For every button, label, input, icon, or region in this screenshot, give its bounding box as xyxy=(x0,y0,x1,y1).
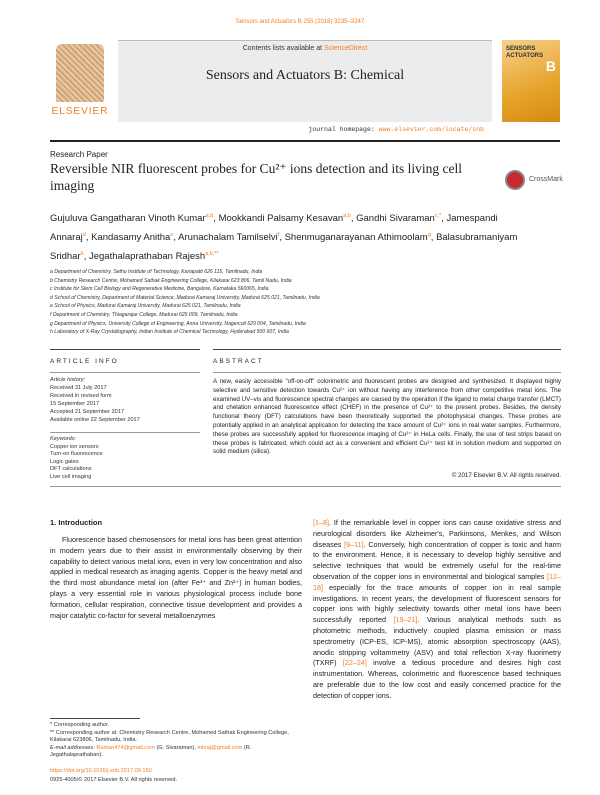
abstract-bottom-rule xyxy=(50,486,561,487)
author-name[interactable]: Balasubramaniyam Sridhar xyxy=(50,232,518,263)
affiliation-item: a Department of Chemistry, Sethu Institute of Technology, Kariapatti 626 115, Tamilnadu, India xyxy=(50,269,263,275)
author-name[interactable]: Jegathalaprathaban Rajesh xyxy=(88,251,206,263)
footnote-rule xyxy=(50,718,140,719)
author-affiliation-marker[interactable]: c,* xyxy=(434,213,442,219)
info-top-rule xyxy=(50,349,200,350)
reference-link[interactable]: [12–18] xyxy=(313,571,561,592)
keyword-item: Logic gates xyxy=(50,458,79,465)
affiliation-item: b Chemistry Research Centre, Mohamed Sathak Engineering College, Kilakarai 623 806, Tamil Nadu, India xyxy=(50,277,292,284)
affiliation-item: f Department of Chemistry, Thiagarajar College, Madurai 625 009, Tamilnadu, India xyxy=(50,311,238,318)
email-link[interactable]: Raman474@gmail.com xyxy=(96,744,155,751)
journal-cover-image[interactable] xyxy=(502,40,560,122)
doi-link[interactable]: https://doi.org/10.1016/j.snb.2017.09.150 xyxy=(50,768,152,774)
history-item: Available online 22 September 2017 xyxy=(50,417,140,423)
homepage-label: journal homepage: xyxy=(308,126,375,133)
author-list: Gujuluva Gangatharan Vinoth Kumar$^{a,b}$, Mookkandi Palsamy Kesavan$^{a,b}$, Gandhi Sivaraman$^{c,*}$, Jamespandi Annaraj$^d$, Kandasamy Anitha$^e$, Arunachalam Tamilselvi$^f$, Shenmuganarayanan Athimoolam$^g$, Balasubramaniyam Sridhar$^h$, Jegathalaprathaban Rajesh$^{a,b,**}$ xyxy=(50,213,518,263)
keyword-item: Copper ion sensors xyxy=(50,443,99,450)
contents-banner xyxy=(118,40,492,122)
history-item: Received in revised form xyxy=(50,393,112,399)
author-name[interactable]: Shenmuganarayanan Athimoolam xyxy=(284,232,428,244)
reference-link[interactable]: [1–8] xyxy=(313,518,329,527)
abstract-text: A new, easily accessible "off-on-off" colorimetric and fluorescent probes are designed and synthesized. It displayed highly selective and sensitive detection towards Cu²⁺ ion without having any interference from other competitive metal ions. The examined UV–vis and fluorescence spectral changes are caused by the operation if the ligand to metal charge transfer (LMCT) and chelation enhanced fluorescence effect (CHEF) in the presence of Cu²⁺ to the present probes. Besides, the density functional theory (DFT) calculations have been theoretically supported the photophysical changes. These probes are potentially applied in an analytical application for detecting the trace amount of Cu²⁺ ions in real water samples. Furthermore, these probes are successfully applied for fluorescence imaging of Cu²⁺ in HeLa cells. Finally, the use of test strips based on these probes is fabricated, which could act as a convenient and efficient Cu²⁺ test kit in solution medium and supported on solid medium (silica). xyxy=(213,378,561,456)
abstract-rule xyxy=(213,372,561,373)
author-name[interactable]: Gandhi Sivaraman xyxy=(356,213,435,225)
author-affiliation-marker[interactable]: f xyxy=(277,232,280,239)
affiliation-item: h Laboratory of X-Ray Crystallography, Indian Institute of Chemical Technology, Hyderabad 500 607, India xyxy=(50,329,289,336)
author-affiliation-marker[interactable]: a,b xyxy=(205,213,214,219)
intro-heading: 1. Introduction xyxy=(50,518,103,527)
reference-link[interactable]: [22–24] xyxy=(342,658,367,668)
abstract-copyright: © 2017 Elsevier B.V. All rights reserved. xyxy=(451,472,561,479)
journal-citation[interactable]: Sensors and Actuators B 255 (2018) 3235–3247 xyxy=(235,19,365,25)
author-name[interactable]: Arunachalam Tamilselvi xyxy=(178,232,278,244)
footnote-emails: E-mail addresses: Raman474@gmail.com (G. Sivaraman), mkraj@gmail.com (R. Jegathalaprathaban). xyxy=(50,744,252,759)
elsevier-logo[interactable] xyxy=(50,40,110,122)
footnotes xyxy=(50,722,302,760)
sciencedirect-link[interactable]: ScienceDirect xyxy=(324,45,368,52)
journal-title: Sensors and Actuators B: Chemical xyxy=(205,68,405,83)
homepage-link[interactable]: www.elsevier.com/locate/snb xyxy=(378,126,484,133)
intro-left-column: Fluorescence based chemosensors for metal ions has been great attention in modern years due to their assist in environmentally observing by their capability to detect various metal ions, even in very low concentration and also applied in medical research as imaging agents. Copper is the heavy metal and the third most abundance metal ion (after Fe³⁺ and Zn²⁺) in human bodies, plays a very essential role in various physiological process include bone formation, cellular respiration, connective tissue development and provides a major catalytic co-factor for several metalloenzymes xyxy=(50,535,302,620)
author-affiliation-marker[interactable]: h xyxy=(80,251,84,258)
affiliation-item: e School of Physics, Madurai Kamaraj University, Madurai 625 021, Tamilnadu, India xyxy=(50,303,241,310)
author-name[interactable]: Mookkandi Palsamy Kesavan xyxy=(218,213,344,225)
history-item: Accepted 21 September 2017 xyxy=(50,409,125,415)
reference-link[interactable]: [19–21] xyxy=(393,615,418,625)
cover-title: SENSORS ACTUATORS xyxy=(506,46,544,59)
author-name[interactable]: Gujuluva Gangatharan Vinoth Kumar xyxy=(50,213,206,225)
contents-prefix: Contents lists available at xyxy=(242,45,323,52)
elsevier-tree-icon xyxy=(56,44,104,102)
publisher-logo-text: ELSEVIER xyxy=(51,106,109,117)
email-link[interactable]: mkraj@gmail.com xyxy=(197,744,243,751)
affiliation-list xyxy=(50,268,550,337)
affiliation-item: c Institute for Stem Cell Biology and Regenerative Medicine, Bangalore, Karnataka 560065, India xyxy=(50,286,269,293)
intro-right-column: [1–8]. If the remarkable level in copper ions can cause oxidative stress and neurological disorders like Alzheimer's, Parkinsons, Menkes, and Wilson diseases [9–11]. Conversely, high concentration of copper is toxic and harm to the environment. Hence, it is necessary to develop highly sensitive and selective techniques that would be extremely useful for the real-time observation of the copper ions in environmental and biological samples [12–18] especially for the trace amounts of copper ion in real sample investigations. In recent years, the development of fluorescent sensors for copper ions with highly selectivity towards other metal ions have been successfully reported [19–21]. Various analytical methods such as photometric methods, inductively coupled plasma emission or mass spectrometry (ICP-ES, ICP-MS), atomic absorption spectroscopy (AAS), anodic stripping voltammetry (ASV) and total reflection X-ray fluorimetry (TXRF) [22–24] involve a tedious procedure and desires high cost instrumentation. Whereas, colorimetric and fluorescence based techniques are preferable due to the low cost and easily concerned practice for the detection of copper ions. xyxy=(313,518,562,700)
article-title: Reversible NIR fluorescent probes for Cu²⁺ ions detection and its living cell imaging xyxy=(50,161,462,193)
reference-link[interactable]: [9–11] xyxy=(344,539,364,549)
article-type: Research Paper xyxy=(50,150,108,159)
journal-header xyxy=(50,40,560,133)
crossmark-badge[interactable] xyxy=(505,170,565,194)
journal-homepage xyxy=(118,126,492,133)
author-affiliation-marker[interactable]: d xyxy=(82,232,86,239)
keywords-block xyxy=(50,436,200,482)
history-label: Article history: xyxy=(50,377,86,383)
history-item: 15 September 2017 xyxy=(50,401,100,407)
abstract-top-rule xyxy=(213,349,561,350)
header-divider xyxy=(50,140,560,142)
keywords-label: Keywords: xyxy=(50,436,77,442)
keywords-rule xyxy=(50,432,200,433)
history-rule xyxy=(50,372,200,373)
abstract-heading: ABSTRACT xyxy=(213,358,264,365)
article-history xyxy=(50,376,200,424)
footnote-corresponding-2: ** Corresponding author at: Chemistry Research Centre, Mohamed Sathak Engineering College, Kilakarai 623806, Tamilnadu, India. xyxy=(50,729,289,744)
contents-line xyxy=(118,45,492,52)
author-affiliation-marker[interactable]: e xyxy=(170,232,174,239)
author-name[interactable]: Jamespandi Annaraj xyxy=(50,213,498,244)
author-affiliation-marker[interactable]: a,b xyxy=(343,213,351,219)
keyword-item: Turn-on fluorescence xyxy=(50,451,103,458)
author-affiliation-marker[interactable]: g xyxy=(427,232,431,239)
keyword-item: DFT calculations xyxy=(50,466,92,473)
author-name[interactable]: Kandasamy Anitha xyxy=(91,232,171,244)
footnote-corresponding: * Corresponding author. xyxy=(50,722,110,728)
affiliation-item: g Department of Physics, University College of Engineering, Anna University, Nagercoil 629 004, Tamilnadu, India xyxy=(50,320,306,327)
cover-letter: B xyxy=(545,58,556,74)
crossmark-icon xyxy=(505,170,525,190)
history-item: Received 31 July 2017 xyxy=(50,385,107,391)
author-affiliation-marker[interactable]: a,b,** xyxy=(205,251,219,258)
article-info-heading: ARTICLE INFO xyxy=(50,358,119,365)
affiliation-item: d School of Chemistry, Department of Material Science, Madurai Kamaraj University, Madurai 625 021, Tamilnadu, India xyxy=(50,294,320,301)
crossmark-label: CrossMark xyxy=(529,176,563,183)
issn-line: 0925-4005/© 2017 Elsevier B.V. All rights reserved. xyxy=(50,777,178,783)
keyword-item: Live cell imaging xyxy=(50,473,92,480)
